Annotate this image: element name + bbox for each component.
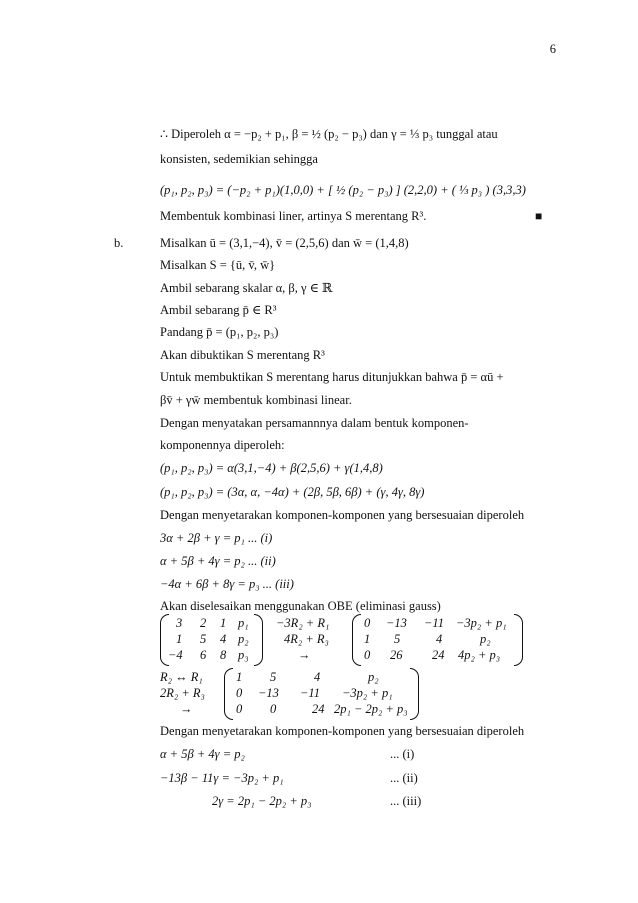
matrix-cell: 2p₁ − 2p₂ + p₃ bbox=[334, 702, 408, 716]
right-bracket bbox=[514, 614, 523, 666]
matrix-cell: 0 bbox=[270, 702, 277, 716]
part-b-line: Misalkan S = {ū, v̄, w̄} bbox=[160, 258, 276, 272]
final-equation-tag: ... (i) bbox=[390, 747, 415, 761]
matrix-cell: p₂ bbox=[480, 632, 491, 646]
matrix-cell: 4 bbox=[436, 632, 443, 646]
matrix-cell: −3p₂ + p₁ bbox=[342, 686, 393, 700]
matrix-cell: p₁ bbox=[238, 616, 249, 630]
part-b-line: Untuk membuktikan S merentang harus ditunjukkan bahwa p̄ = αū + bbox=[160, 370, 504, 384]
matrix-cell: −13 bbox=[386, 616, 407, 630]
matrix-cell: 24 bbox=[432, 648, 445, 662]
final-equation-iii: 2γ = 2p₁ − 2p₂ + p₃ bbox=[212, 794, 312, 808]
matrix-cell: 0 bbox=[364, 616, 371, 630]
row-operation: R₂ ↔ R₁ bbox=[160, 670, 203, 684]
matrix-cell: 26 bbox=[390, 648, 403, 662]
part-a-line-2: konsisten, sedemikian sehingga bbox=[160, 152, 318, 166]
part-b-line: Akan diselesaikan menggunakan OBE (eliminasi gauss) bbox=[160, 599, 441, 613]
matrix-cell: 1 bbox=[236, 670, 243, 684]
matrix-cell: 1 bbox=[364, 632, 371, 646]
row-operation: 4R₂ + R₃ bbox=[284, 632, 329, 646]
page-number: 6 bbox=[549, 42, 556, 56]
equation-ii: α + 5β + 4γ = p₂ ... (ii) bbox=[160, 554, 276, 568]
part-a-line-1: ∴ Diperoleh α = −p₂ + p₁, β = ½ (p₂ − p₃) dan γ = ⅓ p₃ tunggal atau bbox=[160, 127, 498, 141]
matrix-cell: −3p₂ + p₁ bbox=[456, 616, 507, 630]
matrix-cell: p₂ bbox=[368, 670, 379, 684]
row-operation: 2R₂ + R₃ bbox=[160, 686, 205, 700]
matrix-cell: 24 bbox=[312, 702, 325, 716]
matrix-cell: p₂ bbox=[238, 632, 249, 646]
matrix-cell: 6 bbox=[200, 648, 207, 662]
matrix-cell: 4 bbox=[220, 632, 227, 646]
matrix-cell: 5 bbox=[270, 670, 277, 684]
matrix-cell: 0 bbox=[364, 648, 371, 662]
part-b-line: Dengan menyatakan persamannnya dalam bentuk komponen- bbox=[160, 416, 469, 430]
left-bracket bbox=[224, 668, 233, 720]
matrix-cell: 8 bbox=[220, 648, 227, 662]
part-b-line: komponennya diperoleh: bbox=[160, 438, 285, 452]
right-bracket bbox=[410, 668, 419, 720]
matrix-cell: p₃ bbox=[238, 648, 249, 662]
matrix-cell: −13 bbox=[258, 686, 279, 700]
matrix-cell: 3 bbox=[176, 616, 183, 630]
equation-iii: −4α + 6β + 8γ = p₃ ... (iii) bbox=[160, 577, 294, 591]
part-b-line: Misalkan ū = (3,1,−4), v̄ = (2,5,6) dan w̄ = (1,4,8) bbox=[160, 236, 409, 250]
matrix-cell: 2 bbox=[200, 616, 207, 630]
part-b-line: Pandang p̄ = (p₁, p₂, p₃) bbox=[160, 325, 279, 339]
part-b-line: Ambil sebarang skalar α, β, γ ∈ ℝ bbox=[160, 281, 333, 295]
part-b-line: Ambil sebarang p̄ ∈ R³ bbox=[160, 303, 277, 317]
part-b-line: βv̄ + γw̄ membentuk kombinasi linear. bbox=[160, 393, 352, 407]
part-b-line: Akan dibuktikan S merentang R³ bbox=[160, 348, 325, 362]
equation-i: 3α + 2β + γ = p₁ ... (i) bbox=[160, 531, 273, 545]
matrix-cell: 0 bbox=[236, 686, 243, 700]
matrix-cell: −4 bbox=[168, 648, 183, 662]
part-b-line: Dengan menyetarakan komponen-komponen yang bersesuaian diperoleh bbox=[160, 508, 525, 522]
right-bracket bbox=[254, 614, 263, 666]
augmented-matrix-3 bbox=[224, 668, 424, 720]
final-equation-tag: ... (ii) bbox=[390, 771, 418, 785]
matrix-cell: 4 bbox=[314, 670, 321, 684]
matrix-cell: 5 bbox=[394, 632, 401, 646]
matrix-cell: −11 bbox=[424, 616, 445, 630]
part-b-label: b. bbox=[114, 236, 124, 250]
final-equation-ii: −13β − 11γ = −3p₂ + p₁ bbox=[160, 771, 284, 785]
part-b-line: (p₁, p₂, p₃) = α(3,1,−4) + β(2,5,6) + γ(1,4,8) bbox=[160, 461, 383, 475]
final-intro: Dengan menyetarakan komponen-komponen yang bersesuaian diperoleh bbox=[160, 724, 525, 738]
arrow-icon: → bbox=[298, 648, 311, 662]
qed-symbol: ■ bbox=[535, 209, 543, 223]
part-a-equation: (p₁, p₂, p₃) = (−p₂ + p₁)(1,0,0) + [ ½ (p₂ − p₃) ] (2,2,0) + ( ⅓ p₃ ) (3,3,3) bbox=[160, 183, 526, 197]
matrix-cell: 1 bbox=[220, 616, 227, 630]
part-a-conclusion: Membentuk kombinasi liner, artinya S merentang R³. bbox=[160, 209, 427, 223]
part-b-line: (p₁, p₂, p₃) = (3α, α, −4α) + (2β, 5β, 6β) + (γ, 4γ, 8γ) bbox=[160, 485, 425, 499]
matrix-cell: 4p₂ + p₃ bbox=[458, 648, 501, 662]
final-equation-tag: ... (iii) bbox=[390, 794, 422, 808]
matrix-cell: 5 bbox=[200, 632, 207, 646]
final-equation-i: α + 5β + 4γ = p₂ bbox=[160, 747, 245, 761]
matrix-cell: 0 bbox=[236, 702, 243, 716]
arrow-icon: → bbox=[180, 702, 193, 716]
left-bracket bbox=[352, 614, 361, 666]
matrix-cell: 1 bbox=[176, 632, 183, 646]
augmented-matrix-1 bbox=[160, 614, 270, 666]
matrix-cell: −11 bbox=[300, 686, 321, 700]
augmented-matrix-2 bbox=[352, 614, 528, 666]
row-operation: −3R₂ + R₁ bbox=[276, 616, 330, 630]
